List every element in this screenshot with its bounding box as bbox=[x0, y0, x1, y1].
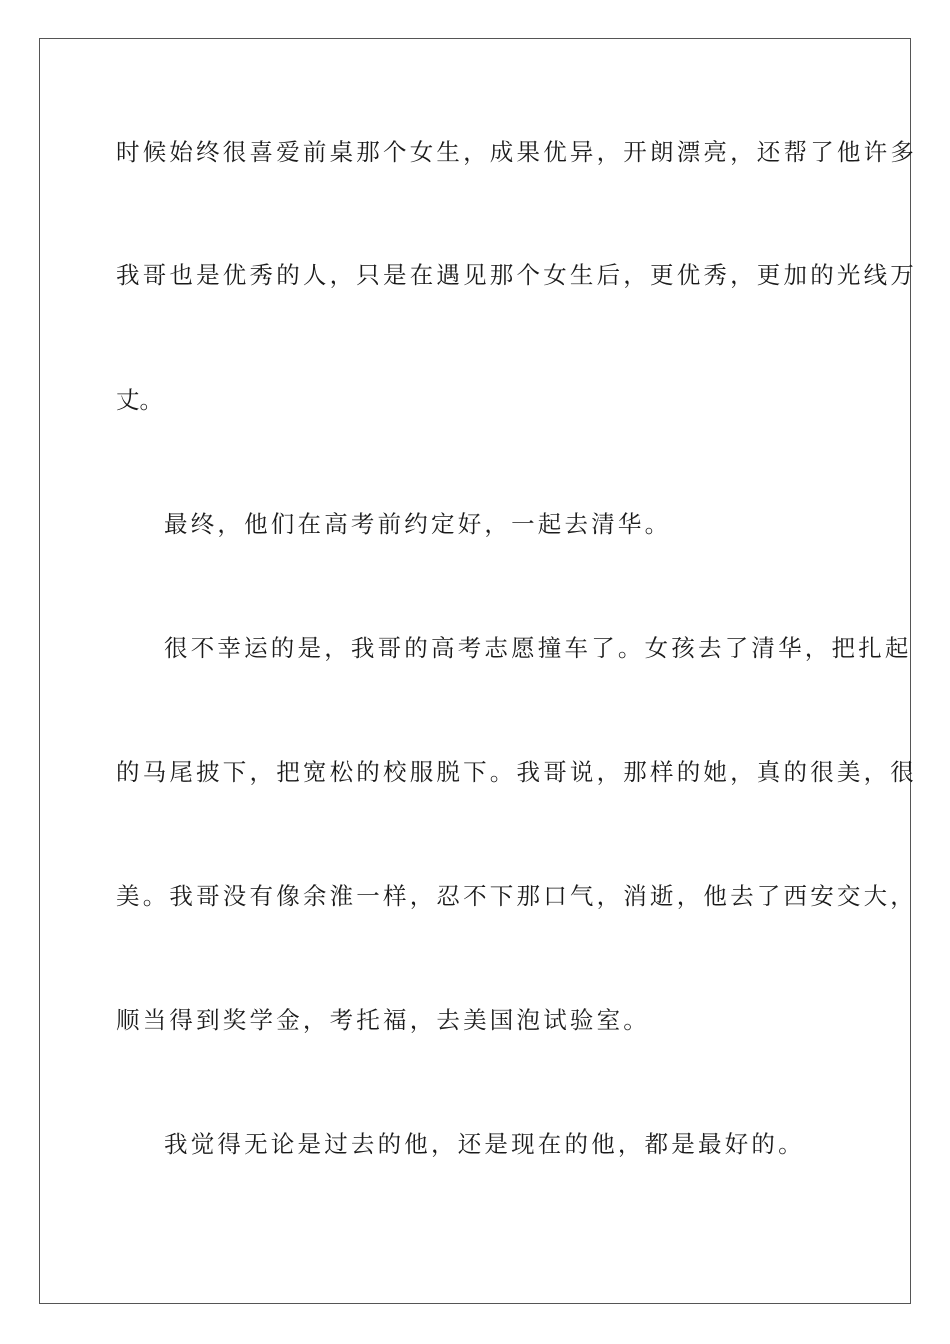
text-line-6: 的马尾披下，把宽松的校服脱下。我哥说，那样的她，真的很美，很 bbox=[116, 758, 917, 786]
text-line-1: 时候始终很喜爱前桌那个女生，成果优异，开朗漂亮，还帮了他许多 bbox=[116, 138, 917, 166]
text-line-2: 我哥也是优秀的人，只是在遇见那个女生后，更优秀，更加的光线万 bbox=[116, 261, 917, 289]
text-line-7: 美。我哥没有像余淮一样，忍不下那口气，消逝，他去了西安交大， bbox=[116, 882, 917, 910]
text-line-3: 丈。 bbox=[116, 386, 163, 414]
paragraph-start-2: 很不幸运的是，我哥的高考志愿撞车了。女孩去了清华，把扎起 bbox=[164, 634, 912, 662]
paragraph-start-3: 我觉得无论是过去的他，还是现在的他，都是最好的。 bbox=[164, 1130, 805, 1158]
page-border bbox=[39, 38, 917, 1304]
text-line-8: 顺当得到奖学金，考托福，去美国泡试验室。 bbox=[116, 1006, 650, 1034]
paragraph-start-1: 最终，他们在高考前约定好，一起去清华。 bbox=[164, 510, 672, 538]
